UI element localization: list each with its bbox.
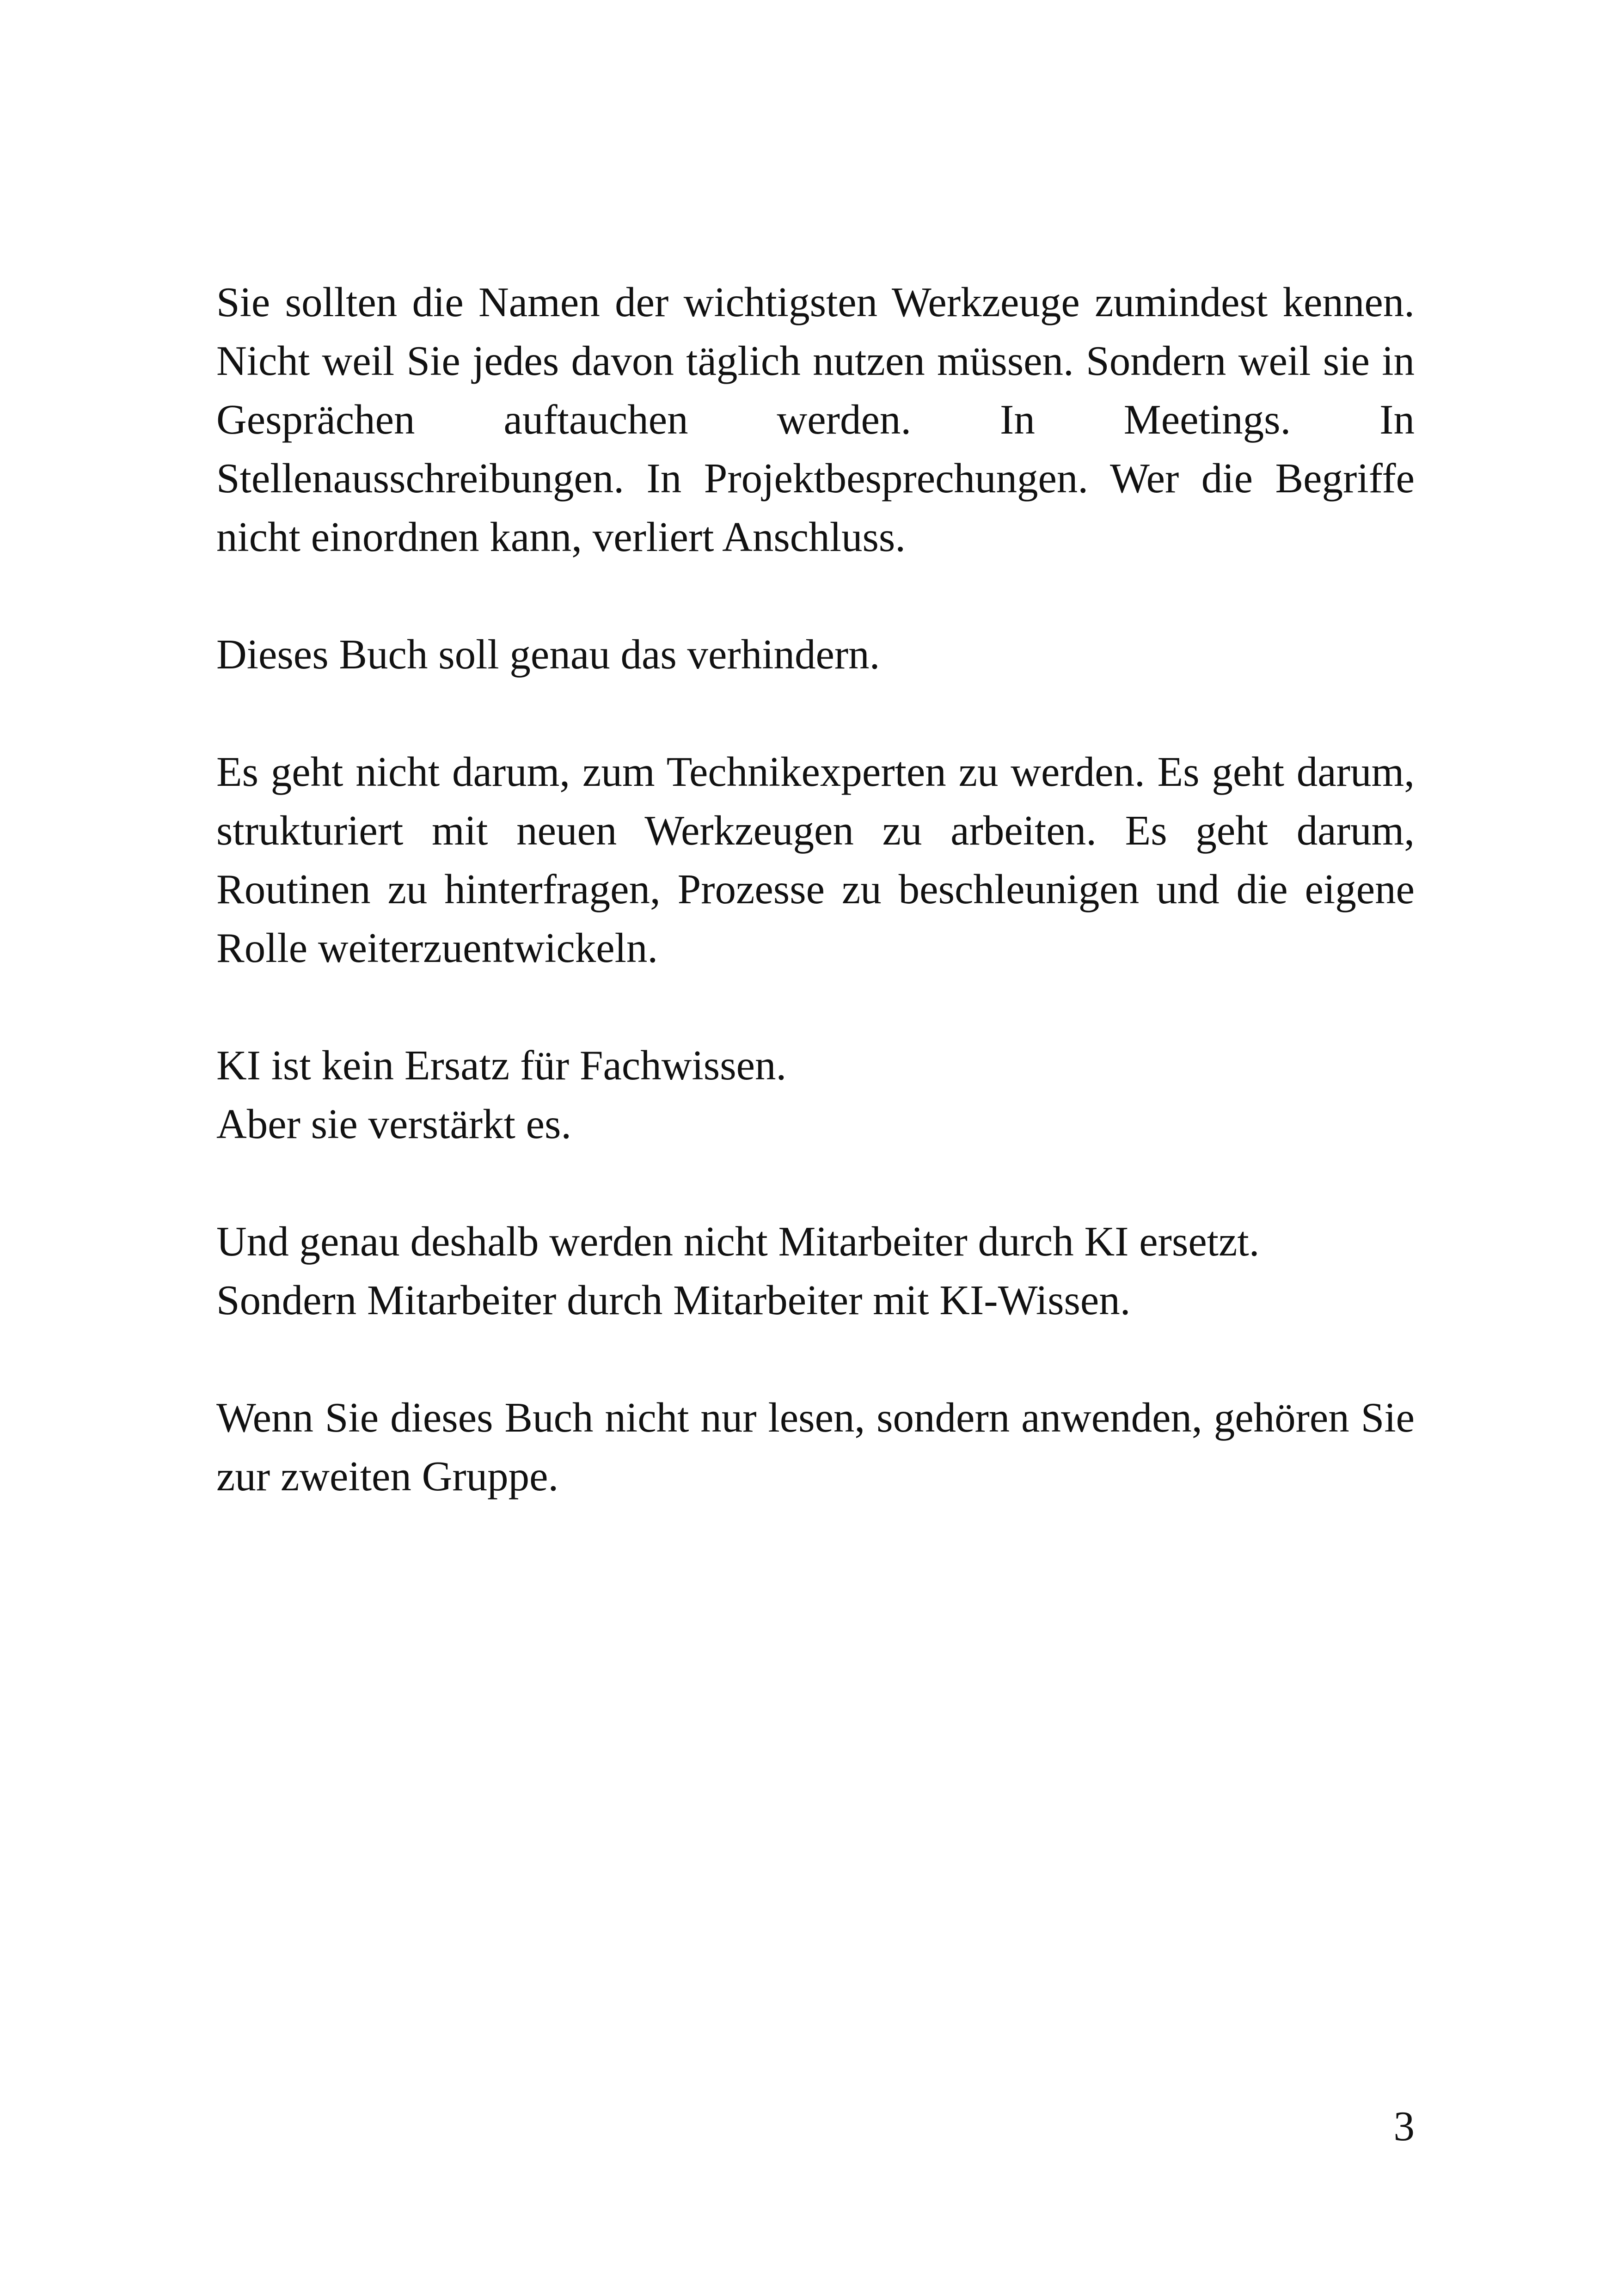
paragraph-second-group: Wenn Sie dieses Buch nicht nur lesen, sondern anwenden, gehören Sie zur zweiten Gruppe.: [216, 1394, 1415, 1500]
body-text: [216, 273, 1415, 1564]
text-line: KI ist kein Ersatz für Fachwissen.: [216, 1042, 787, 1089]
paragraph-tools-names: Sie sollten die Namen der wichtigsten Werkzeuge zumindest kennen. Nicht weil Sie jedes davon täglich nutzen müssen. Sondern weil sie in Gesprächen auftauchen werden. In Meetings. In Stellenausschreibungen. In Projektbesprechungen. Wer die Begriffe nicht einordnen kann, verliert Anschluss.: [216, 279, 1415, 560]
text-line: Aber sie verstärkt es.: [216, 1101, 572, 1147]
paragraph-not-tech-expert: Es geht nicht darum, zum Technikexperten zu werden. Es geht darum, strukturiert mit neuen Werkzeugen zu arbeiten. Es geht darum, Routinen zu hinterfragen, Prozesse zu beschleunigen und die eigene Rolle weiterzuentwickeln.: [216, 748, 1415, 971]
text-line: Und genau deshalb werden nicht Mitarbeiter durch KI ersetzt.: [216, 1218, 1260, 1265]
paragraph-book-purpose: Dieses Buch soll genau das verhindern.: [216, 631, 880, 678]
paragraph-employees-replaced: [216, 1212, 1415, 1329]
text-line: Sondern Mitarbeiter durch Mitarbeiter mit KI-Wissen.: [216, 1277, 1131, 1323]
page-number: 3: [1393, 2103, 1415, 2149]
paragraph-ki-no-substitute: [216, 1036, 1415, 1153]
